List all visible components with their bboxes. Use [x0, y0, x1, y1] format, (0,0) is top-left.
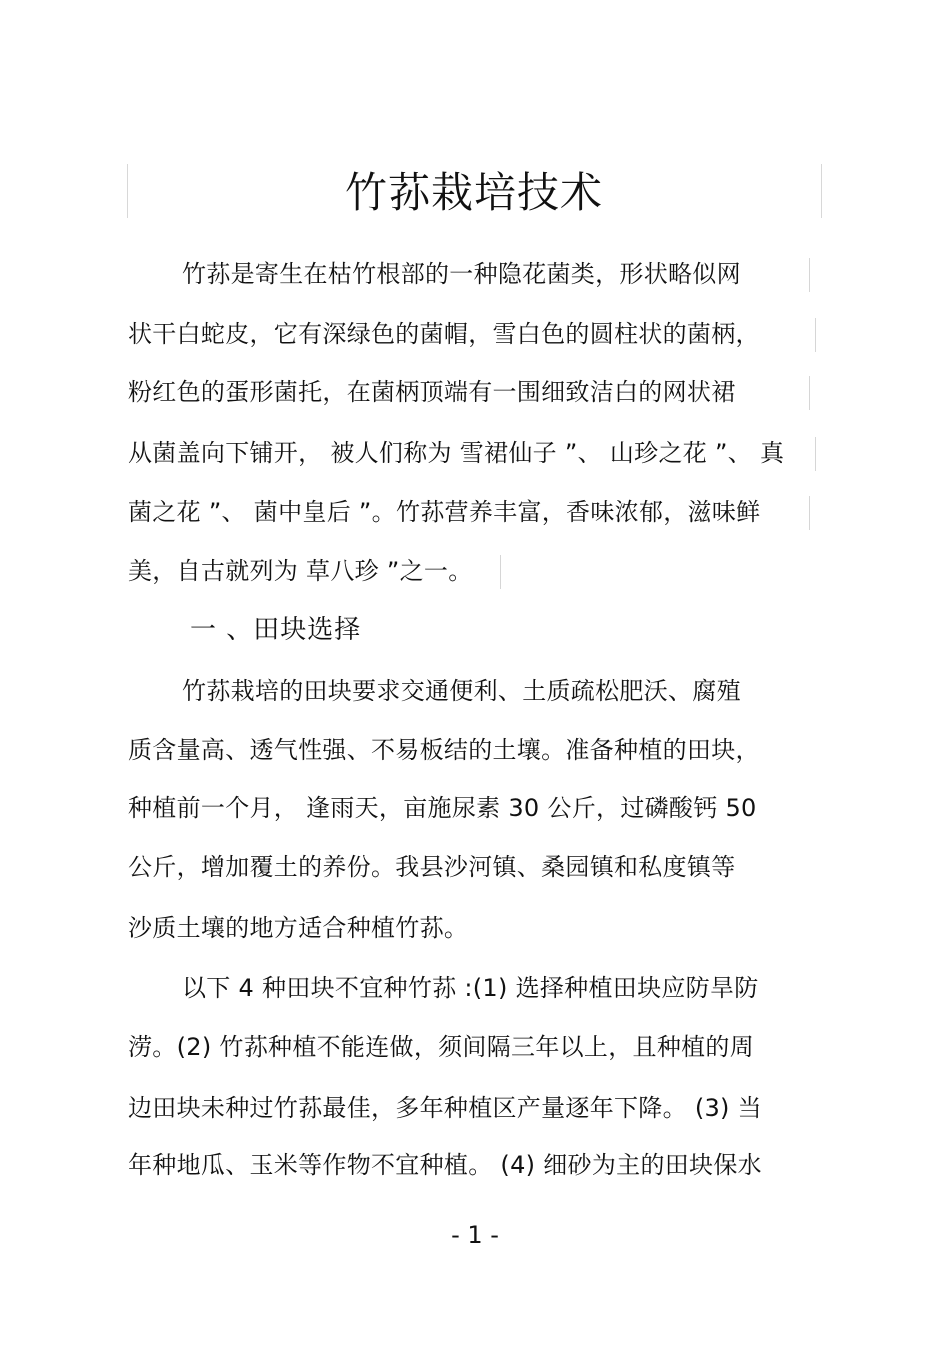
section-p2-line-4: 年种地瓜、玉米等作物不宜种植。 (4) 细砂为主的田块保水: [128, 1151, 762, 1179]
section-p2-line-3: 边田块未种过竹荪最佳，多年种植区产量逐年下降。 (3) 当: [128, 1094, 762, 1122]
margin-mark: [500, 555, 501, 589]
intro-line-4: 从菌盖向下铺开， 被人们称为 雪裙仙子 ”、 山珍之花 ”、 真: [128, 439, 785, 467]
intro-line-2: 状干白蛇皮，它有深绿色的菌帽，雪白色的圆柱状的菌柄，: [128, 320, 760, 348]
page-number: - 1 -: [451, 1221, 499, 1249]
title-right-rule: [821, 164, 822, 218]
intro-line-6: 美，自古就列为 草八珍 ”之一。: [128, 557, 473, 585]
section-p2-line-1: 以下 4 种田块不宜种竹荪 :(1) 选择种植田块应防旱防: [182, 974, 759, 1002]
margin-mark: [809, 258, 810, 292]
section-p2-line-2: 涝。(2) 竹荪种植不能连做，须间隔三年以上，且种植的周: [128, 1033, 755, 1061]
page-title: 竹荪栽培技术: [344, 168, 603, 217]
intro-line-5: 菌之花 ”、 菌中皇后 ”。竹荪营养丰富，香味浓郁，滋味鲜: [128, 498, 761, 526]
section-p1-line-5: 沙质土壤的地方适合种植竹荪。: [128, 914, 469, 942]
section-p1-line-4: 公斤，增加覆土的养份。我县沙河镇、桑园镇和私度镇等: [128, 853, 736, 881]
intro-line-3: 粉红色的蛋形菌托，在菌柄顶端有一围细致洁白的网状裙: [128, 378, 736, 406]
margin-mark: [809, 496, 810, 530]
section-p1-line-2: 质含量高、透气性强、不易板结的土壤。准备种植的田块，: [128, 736, 760, 764]
margin-mark: [815, 437, 816, 471]
margin-mark: [815, 318, 816, 352]
section-heading: 一 、田块选择: [190, 615, 362, 645]
section-p1-line-3: 种植前一个月， 逢雨天，亩施尿素 30 公斤，过磷酸钙 50: [128, 794, 757, 822]
margin-mark: [809, 376, 810, 410]
section-p1-line-1: 竹荪栽培的田块要求交通便利、土质疏松肥沃、腐殖: [182, 677, 741, 705]
intro-line-1: 竹荪是寄生在枯竹根部的一种隐花菌类，形状略似网: [182, 260, 741, 288]
